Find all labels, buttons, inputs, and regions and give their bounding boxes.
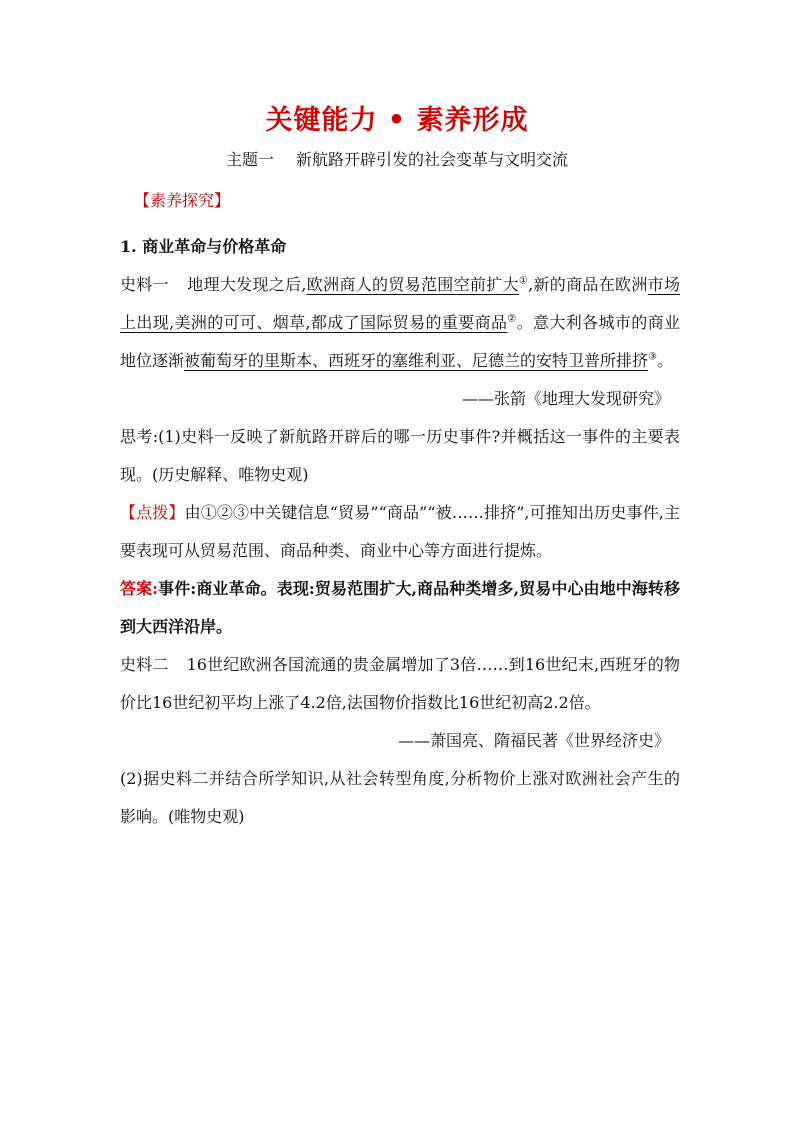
- material-two: [120, 646, 680, 722]
- hint-text: 由①②③中关键信息“贸易”“商品”“被……排挤”,可推知出历史事件,主要表现可从贸易范围、商品种类、商业中心等方面进行提炼。: [120, 503, 680, 560]
- circled-mark-1: ①: [518, 275, 529, 287]
- topic-subtitle: [0, 147, 794, 170]
- circled-mark-2: ②: [507, 313, 517, 325]
- question-two: (2)据史料二并结合所学知识,从社会转型角度,分析物价上涨对欧洲社会产生的影响。(唯物史观): [120, 769, 680, 826]
- section-label: 【素养探究】: [134, 191, 231, 210]
- topic-number: 主题一: [225, 150, 274, 169]
- topic-text: 新航路开辟引发的社会变革与文明交流: [296, 150, 569, 169]
- answer-paragraph: [120, 570, 680, 646]
- subsection-heading: 1. 商业革命与价格革命: [120, 237, 287, 256]
- hint-paragraph: [120, 494, 680, 570]
- material-one-label: 史料一: [120, 275, 169, 294]
- material-one: 史料一 地理大发现之后,欧洲商人的贸易范围空前扩大①,新的商品在欧洲市场上出现,美洲的可可、烟草,都成了国际贸易的重要商品②。意大利各城市的商业地位逐渐被葡萄牙的里斯本、西班牙的塞维利亚、尼德兰的安特卫普所排挤③。: [120, 275, 680, 370]
- answer-text: 事件:商业革命。表现:贸易范围扩大,商品种类增多,贸易中心由地中海转移到大西洋沿岸。: [120, 579, 680, 636]
- question-one: 思考:(1)史料一反映了新航路开辟后的哪一历史事件?并概括这一事件的主要表现。(历史解释、唯物史观): [120, 427, 680, 484]
- material-two-source: ——萧国亮、隋福民著《世界经济史》: [397, 731, 670, 750]
- underlined-phrase-3: 被葡萄牙的里斯本、西班牙的塞维利亚、尼德兰的安特卫普所排挤: [184, 351, 649, 370]
- material-two-text: 16世纪欧洲各国流通的贵金属增加了3倍……到16世纪末,西班牙的物价比16世纪初平均上涨了4.2倍,法国物价指数比16世纪初高2.2倍。: [120, 655, 680, 712]
- page-title: 关键能力 • 素养形成: [265, 105, 529, 136]
- material-one-source: ——张箭《地理大发现研究》: [461, 389, 670, 408]
- circled-mark-3: ③: [648, 351, 657, 363]
- content-body: [120, 228, 680, 836]
- underlined-phrase-1: 欧洲商人的贸易范围空前扩大: [306, 275, 519, 294]
- answer-label: 答案:: [120, 579, 159, 598]
- material-two-label: 史料二: [120, 655, 169, 674]
- hint-label: 【点拨】: [120, 503, 185, 522]
- underlined-phrase-2: 市场上出现,美洲的可可、烟草,都成了国际贸易的重要商品: [120, 275, 680, 332]
